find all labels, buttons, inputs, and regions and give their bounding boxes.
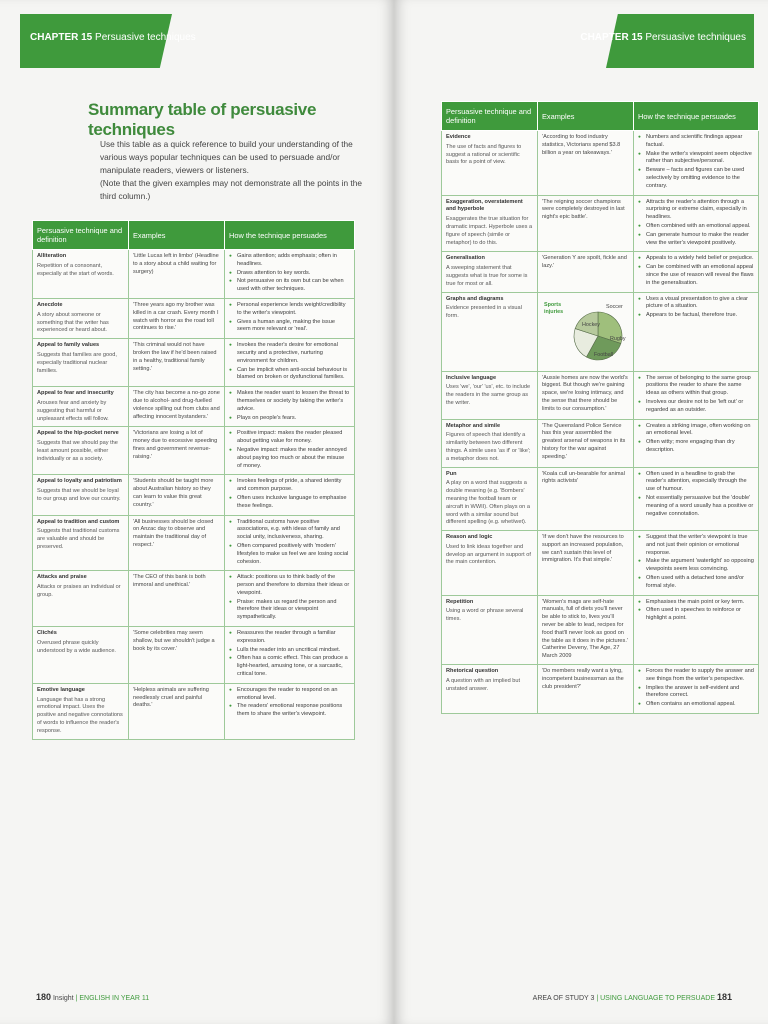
technique-definition: Language that has a strong emotional impact. Uses the positive and negative connotations of words to influence the reader's response. [37,696,123,734]
page-footer-left [36,992,149,1002]
chapter-header [30,32,196,43]
technique-definition: Figures of speech that identify a similarity between two different things. A simile uses 'as if' or 'like'; a metaphor does not. [446,432,531,462]
how-bullet: ● Can be combined with an emotional appeal since the use of reason will reveal the flaws in the generalisation. [638,264,754,287]
how-cell [225,627,355,684]
technique-name: Rhetorical question [446,668,499,675]
example-cell [129,339,225,387]
how-list [638,199,754,248]
technique-cell [442,252,538,292]
technique-definition: The use of facts and figures to suggest a rational or scientific basis for a point of view. [446,143,522,166]
how-bullet: ● Emphasises the main point or key term. [638,599,754,607]
summary-table-left [32,220,355,740]
technique-name: Appeal to family values [37,342,100,349]
how-cell [225,250,355,299]
how-cell [225,298,355,338]
technique-cell [33,298,129,338]
technique-name: Anecdote [37,301,63,308]
footer-separator: | [75,995,78,1002]
technique-name: Exaggeration, overstatement and hyperbole [446,198,523,213]
header-how: How the technique persuades [225,221,355,250]
example-text: 'Victorians are losing a lot of money due to excessive speeding fines and government revenue-raising.' [133,430,218,460]
intro-paragraph [100,138,362,203]
technique-definition: Exaggerates the true situation for dramatic impact. Hyperbole uses a figure of speech (simile or metaphor) to do this. [446,216,533,246]
example-text: 'Helpless animals are suffering needlessly cruel and painful deaths.' [133,686,209,709]
technique-cell [442,292,538,371]
technique-cell [33,427,129,475]
technique-name: Appeal to tradition and custom [37,518,120,525]
technique-definition: Evidence presented in a visual form. [446,305,522,320]
how-cell [634,595,759,664]
how-bullet: ● Suggest that the writer's viewpoint is true and not just their opinion or emotional response. [638,534,754,557]
technique-cell [442,467,538,531]
pie-label-soccer: Soccer [606,303,623,310]
how-bullet: ● Often uses inclusive language to emphasise these feelings. [229,495,350,511]
example-cell [129,250,225,299]
how-bullet: ● Often contains an emotional appeal. [638,701,754,709]
how-cell [634,252,759,292]
how-cell [225,683,355,739]
how-list [638,599,754,623]
how-list [229,478,350,510]
how-list [638,375,754,415]
table-row [442,292,759,371]
technique-cell [442,531,538,596]
pie-label-rugby: Rugby [610,335,626,342]
technique-definition: Used to link ideas together and develop an argument in support of the main contention. [446,543,531,566]
table-row [442,467,759,531]
how-bullet: ● Invokes the reader's desire for emotional security and a protective, nurturing environment for children. [229,342,350,365]
example-text: 'Little Lucas left in limbo' (Headline to a story about a child waiting for surgery) [133,253,219,275]
example-text: 'Do members really want a lying, incompetent businessman as the club president?' [542,668,624,690]
example-text: 'Koala cull un-bearable for animal rights activists' [542,470,625,485]
example-cell [538,131,634,196]
how-cell [225,571,355,627]
technique-cell [33,683,129,739]
example-text: 'The CEO of this bank is both immoral and unethical.' [133,574,206,589]
how-bullet: ● Not essentially persuasive but the 'double' meaning of a word usually has a positive or negative connotation. [638,495,754,518]
technique-definition: Suggests that families are good, especially traditional nuclear families. [37,351,117,374]
footer-separator: | [596,995,599,1002]
how-cell [225,387,355,427]
series-name: ENGLISH IN YEAR 11 [79,995,150,1002]
technique-cell [442,195,538,252]
how-cell [634,531,759,596]
table-row [33,427,355,475]
example-cell [129,515,225,571]
technique-definition: Suggests that traditional customs are valuable and should be preserved. [37,528,120,550]
how-bullet: ● Often has a comic effect. This can produce a light-hearted, amusing tone, or a sarcastic, critical tone. [229,655,350,678]
technique-name: Alliteration [37,253,67,259]
summary-table-right [441,101,759,714]
header-technique: Persuasive technique and definition [442,102,538,131]
how-bullet: ● Praise: makes us regard the person and therefore their ideas or viewpoint sympathetically. [229,599,350,622]
how-bullet: ● Creates a striking image, often working on an emotional level. [638,423,754,439]
how-bullet: ● Involves our desire not to be 'left out' or regarded as an outsider. [638,399,754,415]
how-list [229,519,350,567]
technique-definition: A play on a word that suggests a double meaning (e.g. 'Bombers' meaning the football team or aircraft in WWII). Often plays on a word with a similar sound but different spelling (e.g. whet/wet). [446,480,530,526]
how-bullet: ● Can generate humour to make the reader view the writer's viewpoint positively. [638,232,754,248]
technique-name: Appeal to the hip-pocket nerve [37,430,119,437]
how-bullet: ● Negative impact: makes the reader annoyed about paying too much or about the misuse of money. [229,447,350,470]
technique-cell [442,131,538,196]
table-row [33,571,355,627]
technique-cell [33,387,129,427]
right-page [394,0,768,1024]
how-bullet: ● Make the argument 'watertight' so opposing viewpoints seem less convincing. [638,558,754,574]
how-bullet: ● Often combined with an emotional appeal. [638,223,754,231]
example-text: 'Students should be taught more about Australian history so they can learn to value this great country.' [133,478,214,508]
how-list [638,534,754,591]
table-row [442,195,759,252]
how-cell [225,339,355,387]
how-list [638,423,754,455]
technique-cell [33,627,129,684]
table-row [442,252,759,292]
how-bullet: ● Attracts the reader's attention through a surprising or extreme claim, especially in headlines. [638,199,754,222]
table-row [442,131,759,196]
page-footer-right [533,992,732,1002]
table-row [33,475,355,515]
example-cell [538,665,634,714]
example-cell [538,292,634,371]
table-row [33,339,355,387]
technique-name: Pun [446,470,457,477]
table-header-row [33,221,355,250]
how-cell [225,427,355,475]
example-text: 'The reigning soccer champions were completely destroyed in last night's epic battle'. [542,198,625,221]
technique-name: Attacks and praise [37,574,87,581]
technique-cell [33,339,129,387]
technique-name: Appeal to loyalty and patriotism [37,478,122,485]
example-text: 'This criminal would not have broken the law if he'd been raised in a healthy, traditional family setting.' [133,342,217,372]
how-bullet: ● Personal experience lends weight/credibility to the writer's viewpoint. [229,302,350,318]
table-row [442,371,759,419]
pie-title: Sports injuries [544,301,564,316]
technique-definition: A sweeping statement that suggests what is true for some is true for most or all. [446,265,528,287]
technique-name: Metaphor and simile [446,422,501,429]
technique-definition: Uses 'we', 'our' 'us', etc. to include the readers in the same group as the writer. [446,384,531,406]
how-bullet: ● Encourages the reader to respond on an emotional level. [229,687,350,703]
how-list [229,687,350,719]
technique-cell [33,515,129,571]
technique-cell [442,665,538,714]
how-bullet: ● Draws attention to key words. [229,270,350,278]
table-row [33,683,355,739]
how-list [229,630,350,679]
how-bullet: ● Make the writer's viewpoint seem objective rather than subjective/personal. [638,151,754,167]
how-bullet: ● Reassures the reader through a familiar expression. [229,630,350,646]
how-bullet: ● The readers' emotional response positions them to share the writer's viewpoint. [229,703,350,719]
how-bullet: ● Makes the reader want to lessen the threat to themselves or society by taking the writer's advice. [229,390,350,413]
how-list [638,668,754,709]
technique-definition: Repetition of a consonant, especially at the start of words. [37,262,114,277]
example-cell [538,419,634,467]
example-cell [129,475,225,515]
table-row [442,531,759,596]
example-cell [538,595,634,664]
area-of-study: AREA OF STUDY 3 [532,995,595,1002]
technique-cell [33,250,129,299]
technique-definition: A story about someone or something that the writer has experienced or heard about. [37,311,109,334]
page-title: Summary table of persuasive techniques [88,100,317,139]
table-row [442,595,759,664]
header-how: How the technique persuades [634,102,759,131]
technique-name: Emotive language [37,686,85,693]
table-row [442,419,759,467]
how-bullet: ● Appeals to a widely held belief or prejudice. [638,255,754,263]
page-number: 180 [36,992,52,1002]
how-cell [634,665,759,714]
how-bullet: ● The sense of belonging to the same group positions the reader to share the same ideas as others within that group. [638,375,754,398]
how-cell [634,371,759,419]
technique-definition: Suggests that we should pay the least amount possible, either individually or as a society. [37,440,118,462]
technique-cell [33,571,129,627]
example-text: 'Some celebrities may seem shallow, but we shouldn't judge a book by its cover.' [133,630,215,652]
how-bullet: ● Can be implicit when anti-social behaviour is blamed on broken or dysfunctional families. [229,367,350,383]
how-list [229,390,350,422]
chapter-number: CHAPTER 15 [580,32,643,43]
how-cell [634,467,759,531]
example-text: 'All businesses should be closed on Anzac day to observe and maintain the traditional day of respect.' [133,518,214,548]
table-row [442,665,759,714]
example-cell [129,387,225,427]
how-bullet: ● Invokes feelings of pride, a shared identity and common purpose. [229,478,350,494]
how-bullet: ● Forces the reader to supply the answer and see things from the writer's perspective. [638,668,754,684]
section-name: USING LANGUAGE TO PERSUADE [600,995,716,1002]
technique-definition: Suggests that we should be loyal to our group and love our country. [37,488,121,502]
example-cell [129,683,225,739]
chapter-title: Persuasive techniques [645,32,746,43]
how-cell [634,419,759,467]
how-bullet: ● Uses a visual presentation to give a clear picture of a situation. [638,296,754,312]
how-bullet: ● Often compared positively with 'modern' lifestyles to make us feel we are losing social cohesion. [229,543,350,566]
pie-chart-example [542,296,629,368]
how-list [638,296,754,320]
chapter-number: CHAPTER 15 [30,32,93,43]
technique-cell [33,475,129,515]
intro-note: (Note that the given examples may not demonstrate all the points in the third column.) [100,178,362,201]
example-cell [538,531,634,596]
technique-name: Clichés [37,630,57,637]
how-bullet: ● Traditional customs have positive associations, e.g. with ideas of family and social unity, inclusiveness, sharing. [229,519,350,542]
technique-cell [442,419,538,467]
header-examples: Examples [129,221,225,250]
example-text: 'The Queensland Police Service has this year assembled the greatest arsenal of weapons in its history for the war against speeding.' [542,422,626,460]
example-cell [129,427,225,475]
how-list [638,134,754,191]
how-bullet: ● Positive impact: makes the reader pleased about getting value for money. [229,430,350,446]
chapter-header [580,32,746,43]
table-row [33,387,355,427]
how-cell [634,195,759,252]
how-bullet: ● Gains attention; adds emphasis; often in headlines. [229,253,350,269]
how-list [638,471,754,519]
how-bullet: ● Often used with a detached tone and/or formal style. [638,575,754,591]
how-cell [225,515,355,571]
how-cell [225,475,355,515]
page-number: 181 [716,992,732,1002]
example-text: 'Aussie homes are now the world's biggest. But though we're gaining space, we're losing intimacy, and the sense that there should be limits to our consumption.' [542,374,628,412]
intro-text: Use this table as a quick reference to build your understanding of the various ways popular techniques can be used to persuade and/or manipulate readers, viewers or listeners. [100,139,353,175]
example-cell [129,627,225,684]
how-bullet: ● Plays on people's fears. [229,415,350,423]
how-bullet: ● Numbers and scientific findings appear factual. [638,134,754,150]
example-text: 'Three years ago my brother was killed in a car crash. Every month I watch with horror as the road toll continues to rise.' [133,301,219,332]
example-text: 'According to food industry statistics, Victorians spend $3.8 billion a year on takeaways.' [542,134,621,156]
how-list [229,302,350,334]
how-bullet: ● Appears to be factual, therefore true. [638,312,754,320]
table-row [33,298,355,338]
pie-label-hockey: Hockey [582,321,600,328]
table-row [33,627,355,684]
how-bullet: ● Gives a human angle, making the issue seem more relevant or 'real'. [229,319,350,335]
technique-name: Appeal to fear and insecurity [37,390,114,397]
technique-cell [442,595,538,664]
example-cell [538,195,634,252]
book-name: Insight [52,995,74,1002]
chapter-title: Persuasive techniques [95,32,196,43]
table-header-row [442,102,759,131]
technique-name: Evidence [446,134,471,140]
technique-name: Reason and logic [446,534,493,541]
technique-definition: A question with an implied but unstated answer. [446,677,521,692]
how-list [229,253,350,294]
how-bullet: ● Attack: positions us to think badly of the person and therefore to dismiss their ideas or viewpoint. [229,574,350,597]
how-bullet: ● Implies the answer is self-evident and therefore correct. [638,685,754,701]
technique-definition: Arouses fear and anxiety by suggesting that harmful or unpleasant effects will follow. [37,399,109,422]
header-technique: Persuasive technique and definition [33,221,129,250]
how-bullet: ● Often witty; more engaging than dry description. [638,439,754,455]
example-text: 'The city has become a no-go zone due to alcohol- and drug-fuelled violence spilling out from clubs and affecting innocent bystanders.' [133,390,220,420]
table-row [33,250,355,299]
technique-name: Generalisation [446,255,485,262]
how-bullet: ● Not persuasive on its own but can be when used with other techniques. [229,278,350,294]
technique-name: Inclusive language [446,374,497,381]
pie-label-football: Football [594,351,614,358]
technique-cell [442,371,538,419]
how-cell [634,292,759,371]
how-list [229,342,350,382]
example-cell [538,252,634,292]
how-bullet: ● Lulls the reader into an uncritical mindset. [229,647,350,655]
how-bullet: ● Beware – facts and figures can be used selectively by omitting evidence to the contrary. [638,167,754,190]
example-cell [129,298,225,338]
how-list [229,430,350,470]
technique-name: Repetition [446,598,474,605]
example-text: 'If we don't have the resources to support an increased population, we can't sustain this level of immigration. It's that simple.' [542,534,624,564]
example-text: 'Generation Y are spoilt, fickle and lazy.' [542,255,627,270]
how-list [229,574,350,622]
how-bullet: ● Often used in a headline to grab the reader's attention, especially through the use of humour. [638,471,754,494]
how-list [638,255,754,287]
how-bullet: ● Often used in speeches to reinforce or highlight a point. [638,607,754,623]
technique-definition: Overused phrase quickly understood by a wide audience. [37,639,116,654]
technique-name: Graphs and diagrams [446,295,504,302]
table-row [33,515,355,571]
technique-definition: Attacks or praises an individual or group. [37,584,121,598]
header-examples: Examples [538,102,634,131]
technique-definition: Using a word or phrase several times. [446,608,524,623]
example-cell [538,467,634,531]
how-cell [634,131,759,196]
example-cell [538,371,634,419]
example-text: 'Women's mags are self-hate manuals, full of diets you'll never be able to stick to, lives you'll never be able to lead, recipes for food that'll never look as good on the table as it does in the pictures.' Catherine Deveny, The Age, 27 March 2009 [542,598,628,660]
example-cell [129,571,225,627]
